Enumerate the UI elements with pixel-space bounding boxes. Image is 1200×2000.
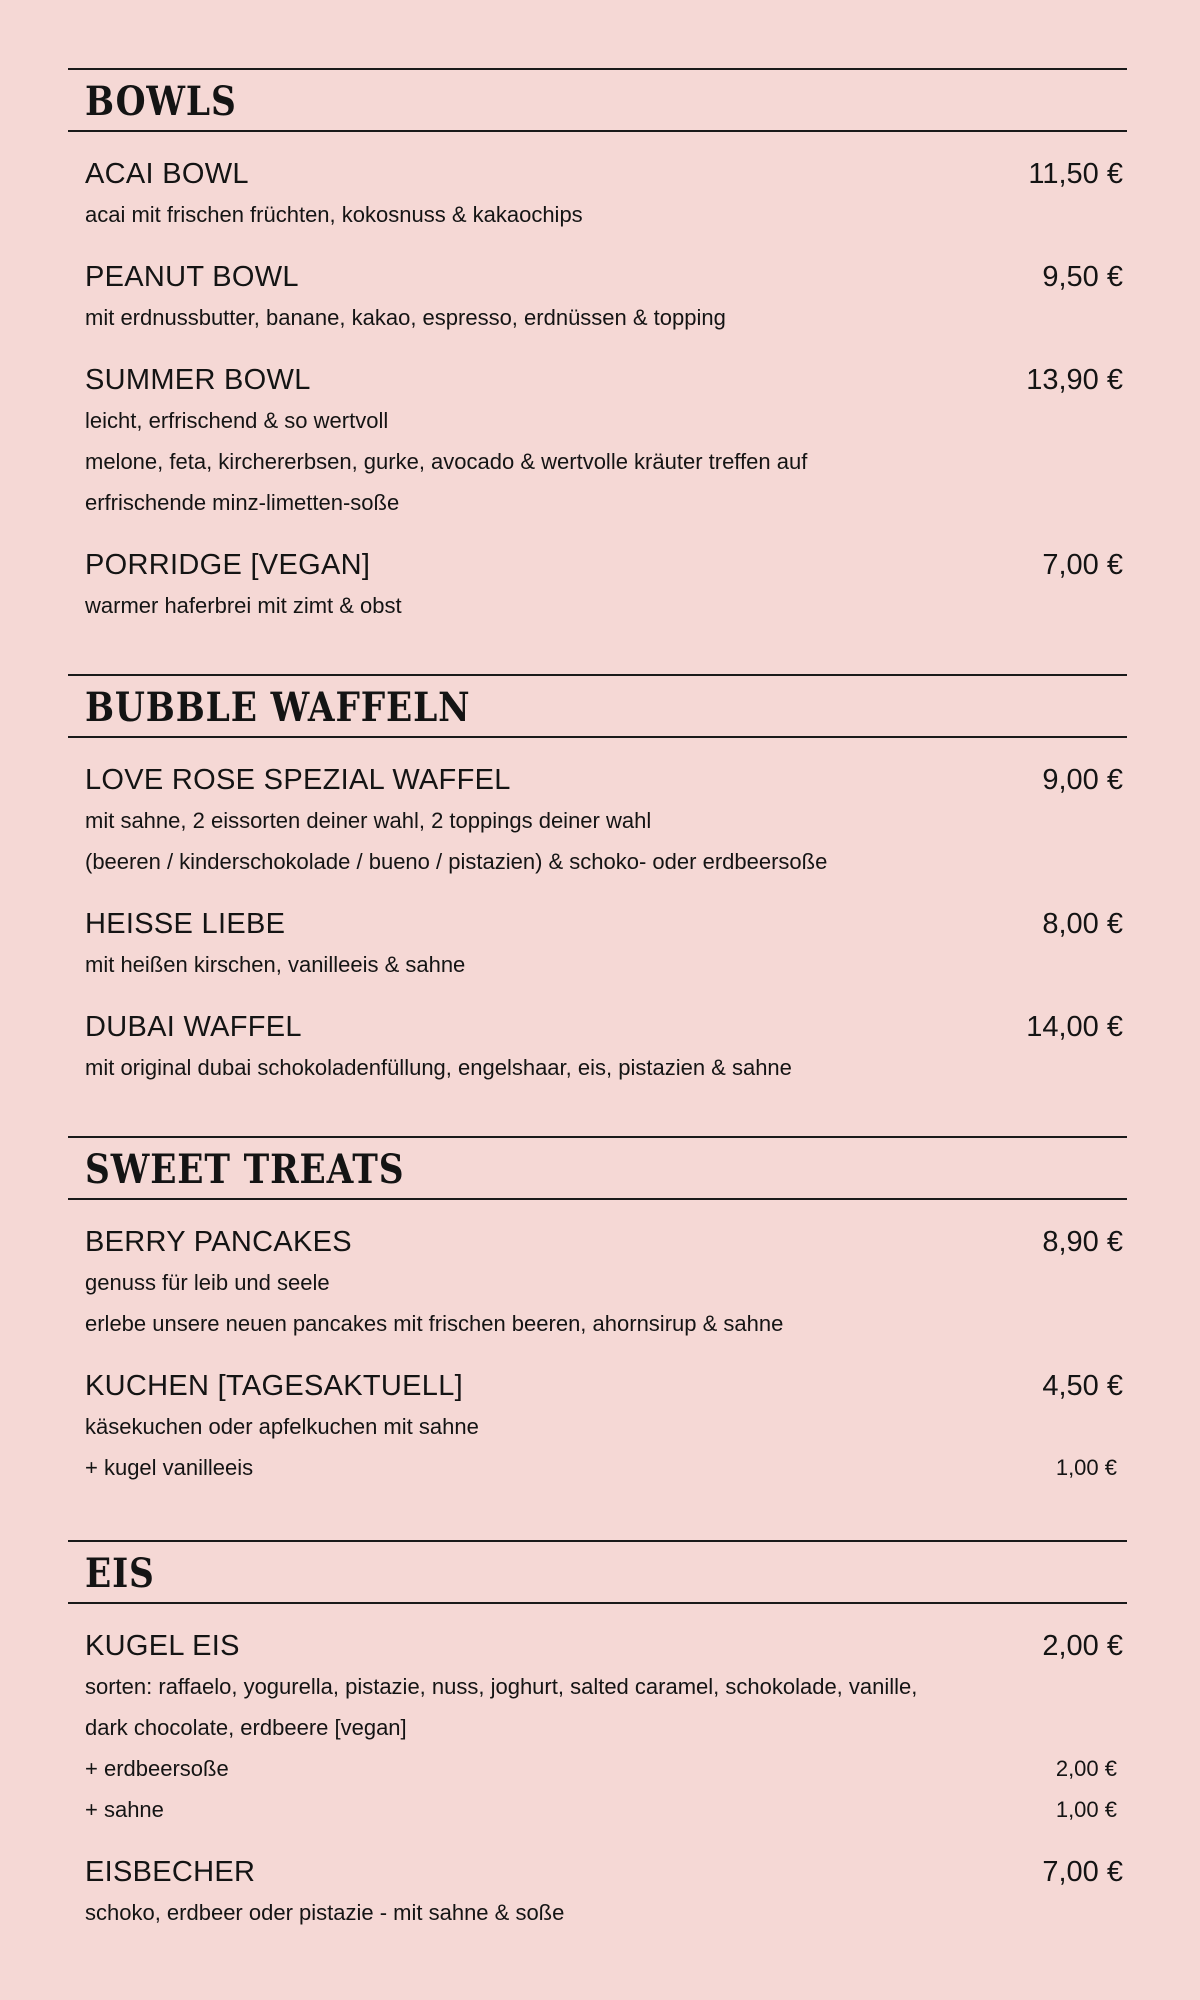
item-price: 4,50 €: [1042, 1370, 1123, 1402]
item-description: erfrischende minz-limetten-soße: [85, 490, 400, 515]
item-price: 8,00 €: [1042, 908, 1123, 940]
menu-item: [85, 1007, 1123, 1088]
item-description: mit sahne, 2 eissorten deiner wahl, 2 toppings deiner wahl: [85, 808, 652, 833]
item-description: (beeren / kinderschokolade / bueno / pistazien) & schoko- oder erdbeersoße: [85, 849, 828, 874]
extra-price: 1,00 €: [1055, 1797, 1117, 1822]
item-description: melone, feta, kirchererbsen, gurke, avocado & wertvolle kräuter treffen auf: [85, 449, 808, 474]
section-eis: [68, 1540, 1127, 1955]
item-description: mit original dubai schokoladenfüllung, engelshaar, eis, pistazien & sahne: [85, 1055, 792, 1080]
menu-item: [85, 154, 1123, 235]
extra-price: 1,00 €: [1055, 1455, 1117, 1480]
section-header: [68, 674, 1127, 738]
extra-option: [85, 1748, 1123, 1789]
item-name: DUBAI WAFFEL: [85, 1011, 302, 1043]
item-price: 13,90 €: [1026, 364, 1123, 396]
extra-label: + sahne: [85, 1797, 164, 1822]
item-name: PEANUT BOWL: [85, 261, 299, 293]
item-description: leicht, erfrischend & so wertvoll: [85, 408, 389, 433]
item-description: mit erdnussbutter, banane, kakao, espresso, erdnüssen & topping: [85, 305, 726, 330]
item-description: schoko, erdbeer oder pistazie - mit sahne & soße: [85, 1900, 565, 1925]
item-description: warmer haferbrei mit zimt & obst: [85, 593, 402, 618]
extra-option: [85, 1789, 1123, 1830]
item-name: LOVE ROSE SPEZIAL WAFFEL: [85, 764, 511, 796]
item-description: genuss für leib und seele: [85, 1270, 330, 1295]
item-price: 7,00 €: [1042, 549, 1123, 581]
menu-item: [85, 1366, 1123, 1488]
item-description: dark chocolate, erdbeere [vegan]: [85, 1715, 407, 1740]
menu-item: [85, 545, 1123, 626]
menu-item: [85, 1626, 1123, 1830]
item-name: KUCHEN [TAGESAKTUELL]: [85, 1370, 464, 1402]
section-title: BUBBLE WAFFELN: [85, 684, 471, 731]
item-description: sorten: raffaelo, yogurella, pistazie, nuss, joghurt, salted caramel, schokolade, vanille,: [85, 1674, 918, 1699]
section-title: SWEET TREATS: [85, 1146, 405, 1193]
section-title: EIS: [85, 1550, 155, 1597]
section-sweet-treats: [68, 1136, 1127, 1510]
item-price: 9,50 €: [1042, 261, 1123, 293]
item-name: PORRIDGE [VEGAN]: [85, 549, 371, 581]
item-description: mit heißen kirschen, vanilleeis & sahne: [85, 952, 466, 977]
menu-item: [85, 360, 1123, 523]
section-header: [68, 1540, 1127, 1604]
menu-item: [85, 904, 1123, 985]
menu-item: [85, 1852, 1123, 1933]
item-name: EISBECHER: [85, 1856, 256, 1888]
section-bowls: [68, 68, 1127, 648]
item-description: acai mit frischen früchten, kokosnuss & kakaochips: [85, 202, 583, 227]
item-name: KUGEL EIS: [85, 1630, 240, 1662]
item-price: 7,00 €: [1042, 1856, 1123, 1888]
menu-item: [85, 1222, 1123, 1344]
extra-label: + erdbeersoße: [85, 1756, 229, 1781]
section-bubble-waffeln: [68, 674, 1127, 1110]
extra-option: [85, 1447, 1123, 1488]
extra-label: + kugel vanilleeis: [85, 1455, 254, 1480]
item-name: SUMMER BOWL: [85, 364, 311, 396]
menu-item: [85, 257, 1123, 338]
item-price: 14,00 €: [1026, 1011, 1123, 1043]
section-title: BOWLS: [85, 78, 237, 125]
item-name: BERRY PANCAKES: [85, 1226, 352, 1258]
item-price: 11,50 €: [1028, 158, 1123, 190]
item-description: käsekuchen oder apfelkuchen mit sahne: [85, 1414, 479, 1439]
extra-price: 2,00 €: [1055, 1756, 1117, 1781]
item-description: erlebe unsere neuen pancakes mit frischen beeren, ahornsirup & sahne: [85, 1311, 784, 1336]
section-header: [68, 68, 1127, 132]
section-header: [68, 1136, 1127, 1200]
item-price: 9,00 €: [1042, 764, 1123, 796]
item-name: HEISSE LIEBE: [85, 908, 286, 940]
menu-item: [85, 760, 1123, 882]
item-name: ACAI BOWL: [85, 158, 249, 190]
item-price: 8,90 €: [1042, 1226, 1123, 1258]
item-price: 2,00 €: [1042, 1630, 1123, 1662]
